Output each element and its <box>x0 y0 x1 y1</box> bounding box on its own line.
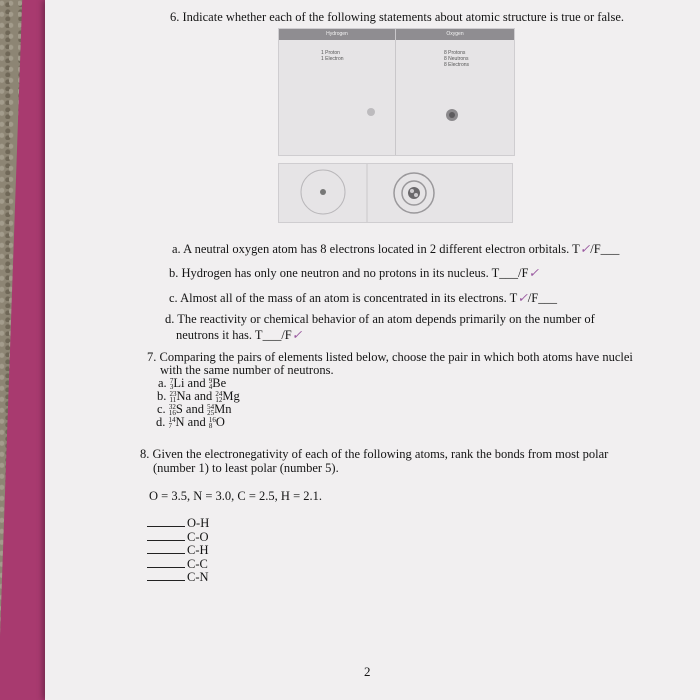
worksheet-page <box>45 0 700 700</box>
q6b-tail: /F <box>518 266 529 280</box>
check-mark-icon: ✓ <box>291 328 303 342</box>
hydrogen-electron-icon <box>320 189 326 195</box>
proton-dot-icon <box>410 189 414 193</box>
q6d-line2: neutrons it has. T___/F✓ <box>176 328 303 342</box>
answer-blank[interactable] <box>147 526 185 527</box>
q8-electronegativity: O = 3.5, N = 3.0, C = 2.5, H = 2.1. <box>149 489 322 503</box>
page-number: 2 <box>364 664 371 679</box>
neutron-dot-icon <box>414 193 418 197</box>
answer-blank[interactable] <box>147 580 185 581</box>
oxygen-neutrons: 8 Neutrons <box>444 56 469 62</box>
atom-diagrams-top <box>279 29 514 155</box>
q7-option-d: d. 14 7 N and 16 8 O <box>156 415 225 431</box>
oxygen-core-icon <box>449 112 455 118</box>
bond-row: C-H <box>147 544 209 558</box>
q6a <box>172 241 619 257</box>
atom-figure-bottom <box>278 163 513 223</box>
atom-orbit-diagrams <box>279 164 512 222</box>
q7-option-a: a. 7 3 Li and 9 4 Be <box>158 376 227 392</box>
q6b: b. Hydrogen has only one neutron and no protons in its nucleus. T___/F✓ <box>169 266 539 280</box>
check-mark-icon: ✓ <box>528 266 539 280</box>
atom-figure-top <box>278 28 515 156</box>
bond-row: C-O <box>147 531 209 545</box>
q7-line2: with the same number of neutrons. <box>160 363 334 377</box>
answer-blank[interactable] <box>147 567 185 568</box>
check-mark-icon: ✓ <box>579 242 591 256</box>
answer-blank[interactable] <box>147 540 185 541</box>
q6d-text: neutrons it has. T <box>176 328 263 342</box>
bond-row: O-H <box>147 517 209 531</box>
bond-row: C-C <box>147 558 209 572</box>
answer-blank[interactable] <box>147 553 185 554</box>
q6c-tail: /F___ <box>527 291 557 305</box>
q8-line1: 8. Given the electronegativity of each of the following atoms, rank the bonds from most polar <box>140 447 609 461</box>
q6c-text: c. Almost all of the mass of an atom is concentrated in its electrons. T <box>169 291 518 305</box>
q7-option-b: b. 23 11 Na and 24 12 Mg <box>157 389 240 405</box>
oxygen-nucleus-bottom-icon <box>408 187 420 199</box>
hydrogen-electrons: 1 Electron <box>321 56 344 62</box>
hydrogen-header: Hydrogen <box>279 29 395 40</box>
hydrogen-protons: 1 Proton <box>321 50 340 56</box>
q6c <box>169 290 557 306</box>
oxygen-header: Oxygen <box>396 29 514 40</box>
hydrogen-nucleus-icon <box>367 108 375 116</box>
q8-line2: (number 1) to least polar (number 5). <box>153 461 339 475</box>
q6-title: 6. Indicate whether each of the following statements about atomic structure is true or false. <box>170 10 625 24</box>
oxygen-protons: 8 Protons <box>444 50 466 56</box>
q6b-text: b. Hydrogen has only one neutron and no protons in its nucleus. T <box>169 266 500 280</box>
q6d-line1: d. The reactivity or chemical behavior of an atom depends primarily on the number of <box>165 312 595 326</box>
oxygen-electrons: 8 Electrons <box>444 62 470 68</box>
bond-row: C-N <box>147 571 209 585</box>
q8-bond-list <box>147 517 209 585</box>
check-mark-icon: ✓ <box>517 291 528 305</box>
q7-option-c: c. 32 16 S and 54 25 Mn <box>157 402 232 418</box>
q6a-tail: /F___ <box>590 242 620 256</box>
q7-line1: 7. Comparing the pairs of elements listed below, choose the pair in which both atoms have nuclei <box>147 350 633 364</box>
q6d-tail: /F <box>281 328 292 342</box>
q6a-text: a. A neutral oxygen atom has 8 electrons located in 2 different electron orbitals. T <box>172 242 580 256</box>
